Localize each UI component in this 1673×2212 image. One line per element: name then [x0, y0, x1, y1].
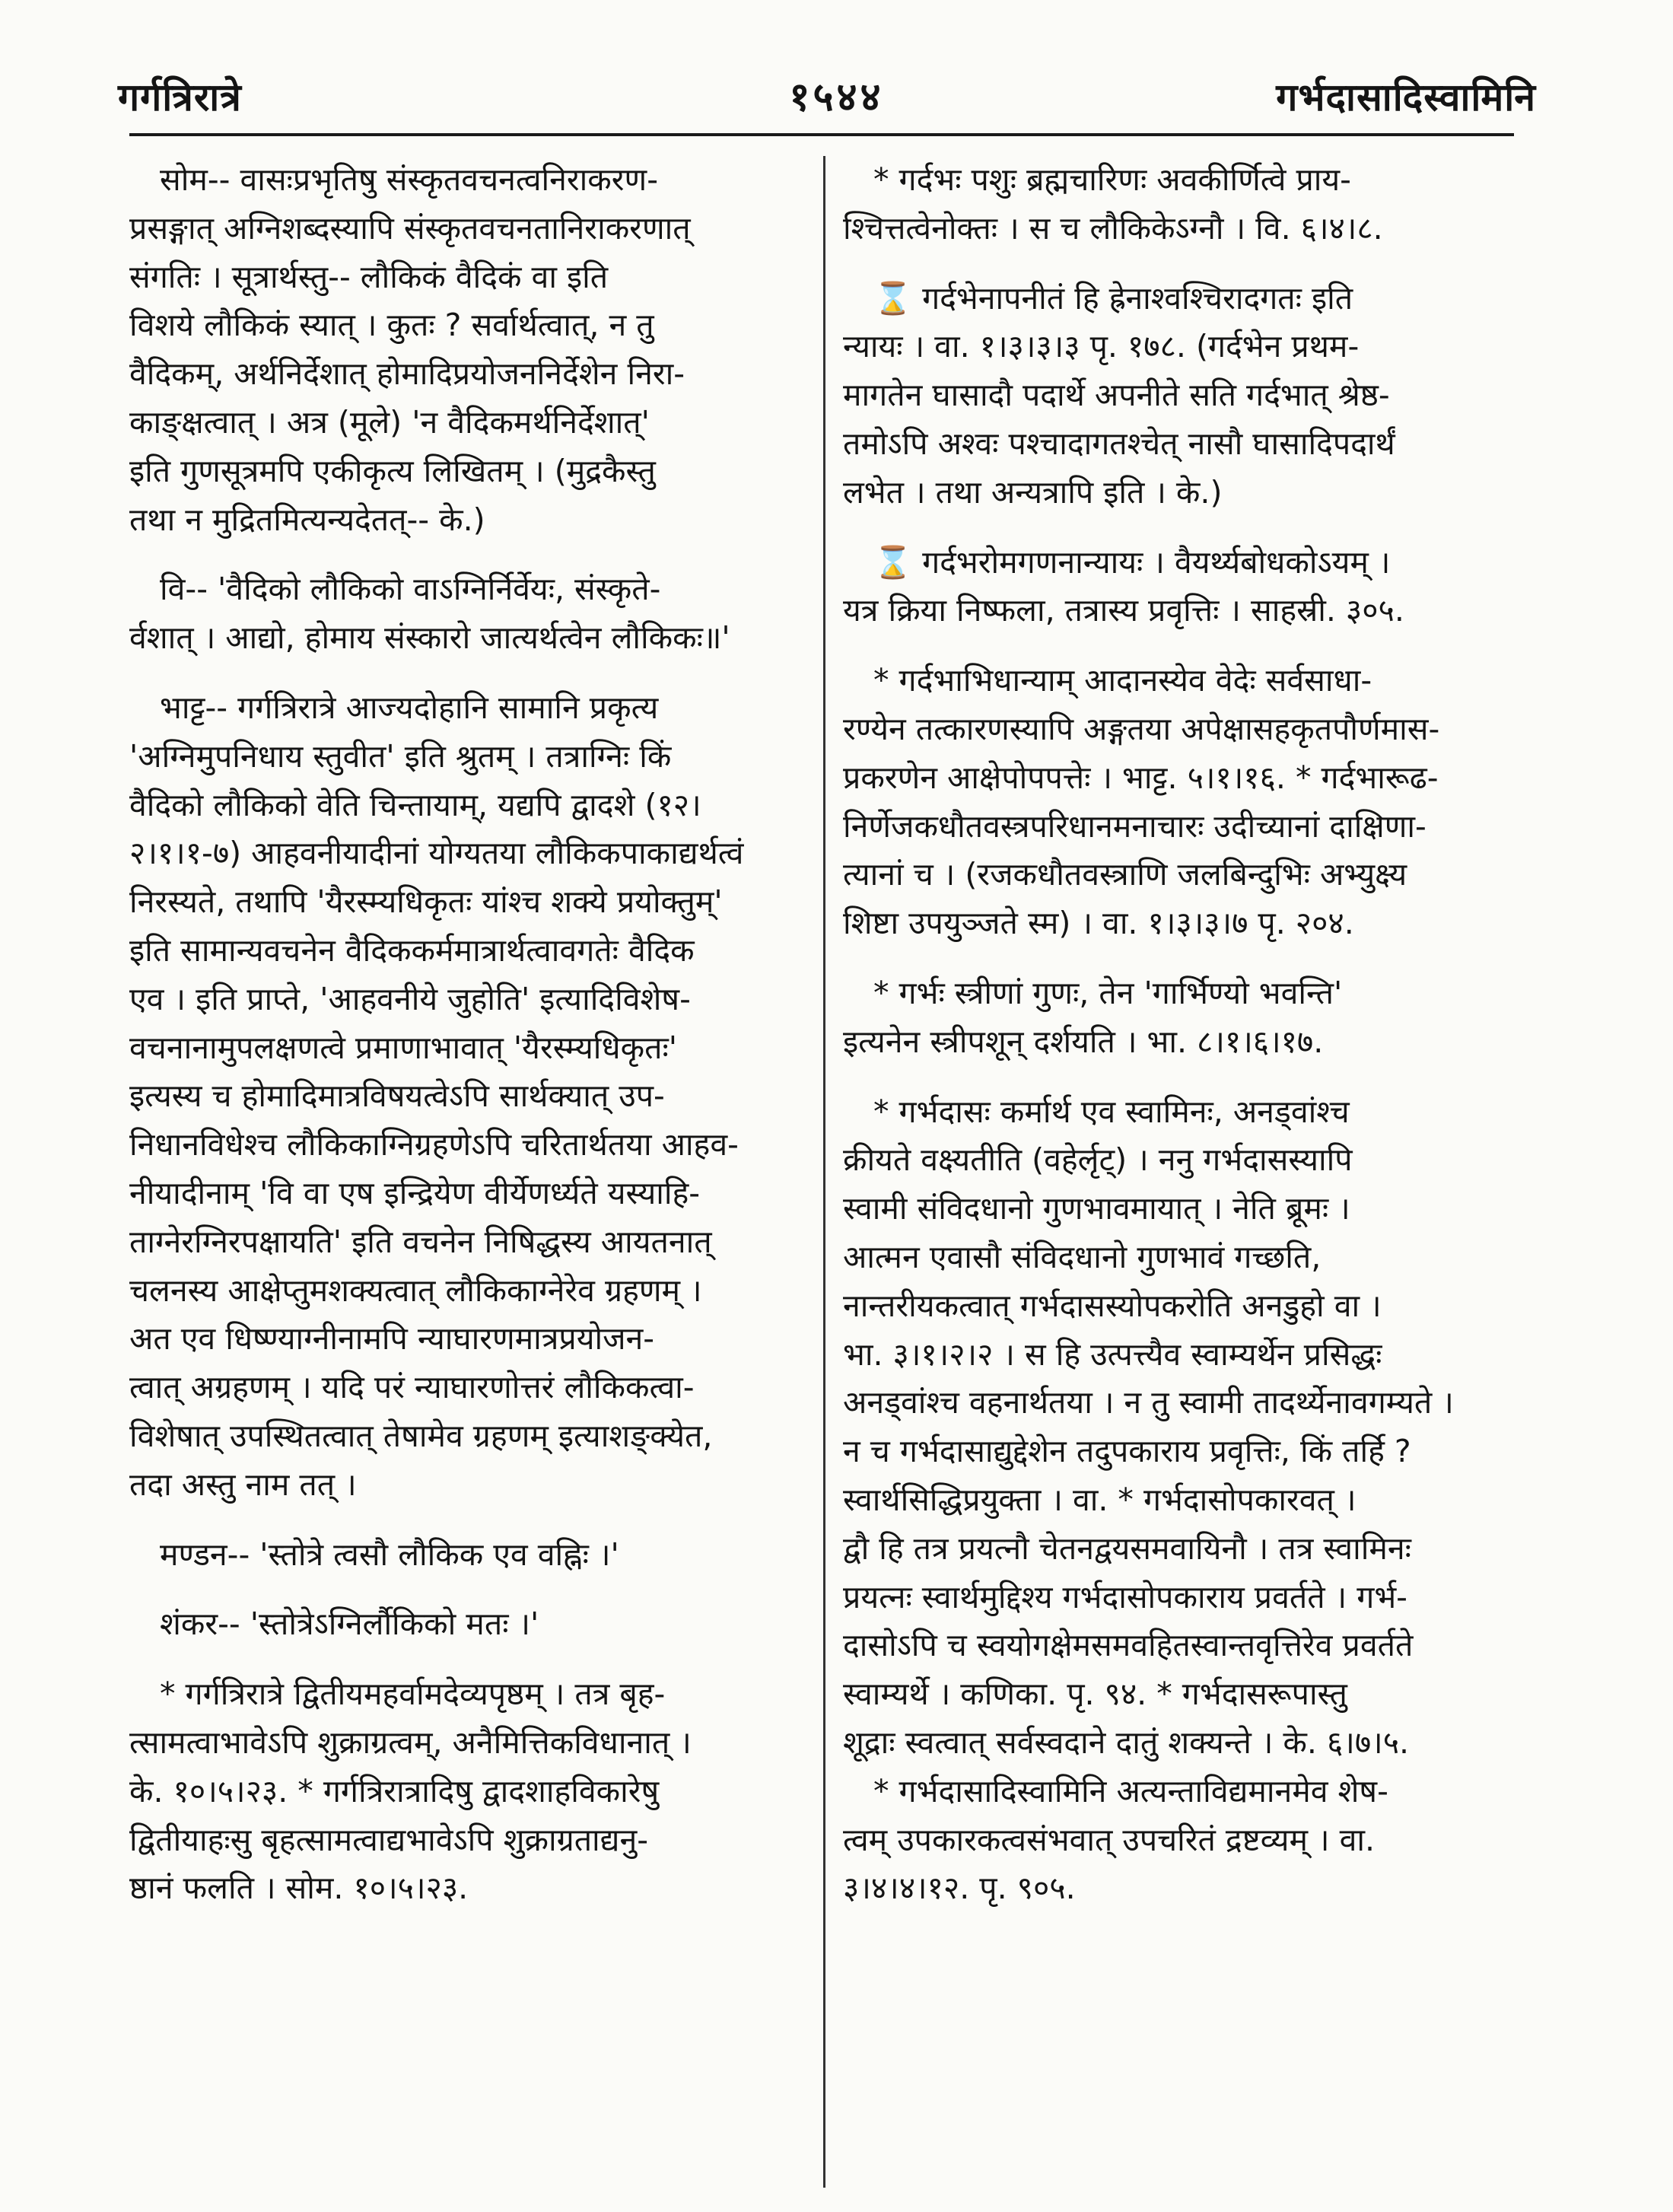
text-line: काङ्क्षत्वात् । अत्र (मूले) 'न वैदिकमर्थनिर्देशात्': [129, 403, 650, 441]
text-line: संगतिः । सूत्रार्थस्तु-- लौकिकं वैदिकं वा इति: [129, 258, 609, 295]
text-line: दासोऽपि च स्वयोगक्षेमसमवहितस्वान्तवृत्तिरेव प्रवर्तते: [843, 1627, 1414, 1664]
text-line: इत्यनेन स्त्रीपशून् दर्शयति । भा. ८।१।६।१७.: [843, 1023, 1324, 1060]
text-line: त्वात् अग्रहणम् । यदि परं न्याघारणोत्तरं लौकिकत्वा-: [129, 1369, 695, 1406]
paragraph-gap: [843, 517, 1520, 539]
text-line: निधानविधेश्च लौकिकाग्निग्रहणेऽपि चरितार्थतया आहव-: [129, 1126, 739, 1163]
text-line: विशेषात् उपस्थितत्वात् तेषामेव ग्रहणम् इत्याशङ्क्येत,: [129, 1417, 713, 1454]
text-line: इत्यस्य च होमादिमात्रविषयत्वेऽपि सार्थक्यात् उप-: [129, 1077, 665, 1115]
text-line: २।१।१-७) आहवनीयादीनां योग्यतया लौकिकपाकाद्यर्थत्वं: [129, 835, 744, 872]
text-line: अनड्वांश्च वहनार्थतया । न तु स्वामी तादर्थ्येनावगम्यते ।: [843, 1384, 1454, 1421]
text-line: क्रीयते वक्ष्यतीति (वहेर्लृट्) । ननु गर्भदासस्यापि: [843, 1141, 1353, 1179]
text-line: यत्र क्रिया निष्फला, तत्रास्य प्रवृत्तिः । साहस्री. ३०५.: [843, 592, 1404, 629]
text-line: लभेत । तथा अन्यत्रापि इति । के.): [843, 473, 1223, 511]
text-line: 'अग्निमुपनिधाय स्तुवीत' इति श्रुतम् । तत्राग्निः किं: [129, 737, 672, 775]
text-line: नान्तरीयकत्वात् गर्भदासस्योपकरोति अनडुहो वा ।: [843, 1287, 1382, 1324]
text-line: वैदिको लौकिको वेति चिन्तायाम्, यद्यपि द्वादशे (१२।: [129, 786, 701, 823]
text-line: निरस्यते, तथापि 'यैरस्म्यधिकृतः यांश्च शक्ये प्रयोक्तुम्': [129, 883, 723, 921]
text-line: ⌛ गर्दभरोमगणनान्यायः । वैयर्थ्यबोधकोऽयम् ।: [873, 543, 1391, 581]
text-line: अत एव धिष्ण्याग्नीनामपि न्याघारणमात्रप्रयोजन-: [129, 1320, 655, 1357]
text-line: शिष्टा उपयुञ्जते स्म) । वा. १।३।३।७ पृ. २०४.: [843, 905, 1354, 942]
text-line: द्वौ हि तत्र प्रयत्नौ चेतनद्वयसमवायिनौ । तत्र स्वामिनः: [843, 1529, 1411, 1567]
text-line: चलनस्य आक्षेप्तुमशक्यत्वात् लौकिकाग्नेरेव ग्रहणम् ।: [129, 1272, 702, 1309]
text-line: ताग्नेरग्निरपक्षायति' इति वचनेन निषिद्धस्य आयतनात्: [129, 1223, 712, 1260]
text-line: * गर्गत्रिरात्रे द्वितीयमहर्वामदेव्यपृष्ठम् । तत्र बृह-: [160, 1676, 666, 1713]
text-line: ⌛ गर्दभेनापनीतं हि ह्रेनाश्वश्चिरादगतः इति: [873, 279, 1353, 317]
text-line: वचनानामुपलक्षणत्वे प्रमाणाभावात् 'यैरस्म्यधिकृतः': [129, 1029, 678, 1066]
text-line: मागतेन घासादौ पदार्थे अपनीते सति गर्दभात् श्रेष्ठ-: [843, 377, 1390, 414]
text-line: ष्ठानं फलति । सोम. १०।५।२३.: [129, 1870, 469, 1907]
text-line: भाट्ट-- गर्गत्रिरात्रे आज्यदोहानि सामानि प्रकृत्य: [160, 689, 659, 726]
left-column: [129, 156, 805, 2203]
text-line: * गर्भदासादिस्वामिनि अत्यन्ताविद्यमानमेव शेष-: [873, 1772, 1388, 1809]
page-header: [0, 61, 1673, 129]
text-line: शूद्राः स्वत्वात् सर्वस्वदाने दातुं शक्यन्ते । के. ६।७।५.: [843, 1723, 1410, 1761]
text-line: नीयादीनाम् 'वि वा एष इन्द्रियेण वीर्येणर्ध्यते यस्याहि-: [129, 1174, 701, 1211]
text-line: मण्डन-- 'स्तोत्रे त्वसौ लौकिक एव वह्निः ।': [160, 1536, 619, 1573]
text-line: स्वाम्यर्थे । कणिका. पृ. ९४. * गर्भदासरूपास्तु: [843, 1676, 1347, 1713]
text-line: न्यायः । वा. १।३।३।३ पृ. १७८. (गर्दभेन प्रथम-: [843, 328, 1360, 365]
text-line: इति सामान्यवचनेन वैदिककर्ममात्रार्थत्वावगतेः वैदिक: [129, 931, 695, 969]
text-line: आत्मन एवासौ संविदधानो गुणभावं गच्छति,: [843, 1238, 1322, 1275]
paragraph-gap: [843, 635, 1520, 657]
paragraph-gap: [843, 1067, 1520, 1088]
text-line: प्रयत्नः स्वार्थमुद्दिश्य गर्भदासोपकाराय प्रवर्तते । गर्भ-: [843, 1578, 1407, 1615]
paragraph-gap: [843, 948, 1520, 969]
text-line: सोम-- वासःप्रभृतिषु संस्कृतवचनत्वनिराकरण-: [160, 161, 658, 198]
text-line: एव । इति प्राप्ते, 'आहवनीये जुहोति' इत्यादिविशेष-: [129, 980, 691, 1017]
text-line: तमोऽपि अश्वः पश्चादागतश्चेत् नासौ घासादिपदार्थं: [843, 425, 1395, 462]
paragraph-gap: [129, 544, 805, 565]
text-line: प्रकरणेन आक्षेपोपपत्तेः । भाट्ट. ५।१।१६. * गर्दभारूढ-: [843, 759, 1439, 796]
text-line: प्रसङ्गात् अग्निशब्दस्यापि संस्कृतवचनतानिराकरणात्: [129, 209, 691, 247]
text-line: के. १०।५।२३. * गर्गत्रिरात्रादिषु द्वादशाहविकारेषु: [129, 1772, 660, 1809]
text-line: इति गुणसूत्रमपि एकीकृत्य लिखितम् । (मुद्रकैस्तु: [129, 452, 656, 489]
text-line: वि-- 'वैदिको लौकिको वाऽग्निर्निर्वेयः, संस्कृते-: [160, 571, 661, 608]
text-line: न च गर्भदासाद्युद्देशेन तदुपकाराय प्रवृत्तिः, किं तर्हि ?: [843, 1433, 1411, 1470]
text-line: * गर्भः स्त्रीणां गुणः, तेन 'गार्भिण्यो भवन्ति': [873, 974, 1343, 1011]
text-line: वैदिकम्, अर्थनिर्देशात् होमादिप्रयोजननिर्देशेन निरा-: [129, 355, 685, 393]
text-line: * गर्दभः पशुः ब्रह्मचारिणः अवकीर्णित्वे प्राय-: [873, 161, 1351, 198]
text-line: शंकर-- 'स्तोत्रेऽग्निर्लौकिको मतः ।': [160, 1606, 539, 1643]
text-line: निर्णेजकधौतवस्त्रपरिधानमनाचारः उदीच्यानां दाक्षिणा-: [843, 807, 1427, 845]
text-line: विशये लौकिकं स्यात् । कुतः ? सर्वार्थत्वात्, न तु: [129, 307, 654, 344]
text-line: तदा अस्तु नाम तत् ।: [129, 1466, 357, 1503]
text-line: र्वशात् । आद्यो, होमाय संस्कारो जात्यर्थत्वेन लौकिकः॥': [129, 619, 730, 657]
text-line: स्वार्थसिद्धिप्रयुक्ता । वा. * गर्भदासोपकारवत् ।: [843, 1481, 1357, 1518]
text-line: स्वामी संविदधानो गुणभावमायात् । नेति ब्रूमः ।: [843, 1190, 1350, 1227]
right-column: [843, 156, 1520, 2203]
paragraph-gap: [129, 1510, 805, 1531]
header-right-keyword: गर्भदासादिस्वामिनि: [1276, 75, 1536, 119]
text-line: त्यानां च । (रजकधौतवस्त्राणि जलबिन्दुभिः अभ्युक्ष्य: [843, 856, 1407, 893]
paragraph-gap: [843, 253, 1520, 275]
page-number: १५४४: [789, 75, 884, 120]
text-line: रण्येन तत्कारणस्यापि अङ्गतया अपेक्षासहकृतपौर्णमास-: [843, 710, 1440, 747]
text-line: तथा न मुद्रितमित्यन्यदेतत्-- के.): [129, 501, 485, 538]
text-line: त्सामत्वाभावेऽपि शुक्राग्रत्वम्, अनैमित्तिकविधानात् ।: [129, 1723, 692, 1761]
paragraph-gap: [129, 663, 805, 684]
text-line: भा. ३।१।२।२ । स हि उत्पत्त्यैव स्वाम्यर्थेन प्रसिद्धः: [843, 1335, 1382, 1373]
text-line: * गर्भदासः कर्मार्थ एव स्वामिनः, अनड्वांश्च: [873, 1093, 1350, 1130]
column-divider: [823, 156, 825, 2188]
text-line: त्वम् उपकारकत्वसंभवात् उपचरितं द्रष्टव्यम् । वा.: [843, 1821, 1376, 1858]
text-line: द्वितीयाहःसु बृहत्सामत्वाद्यभावेऽपि शुक्राग्रताद्यनु-: [129, 1821, 649, 1858]
text-line: ३।४।४।१२. पृ. ९०५.: [843, 1870, 1076, 1907]
paragraph-gap: [129, 1649, 805, 1670]
header-left-keyword: गर्गत्रिरात्रे: [118, 75, 242, 119]
header-rule: [129, 133, 1514, 136]
text-line: * गर्दभाभिधान्याम् आदानस्येव वेदेः सर्वसाधा-: [873, 662, 1372, 699]
text-line: श्चित्तत्वेनोक्तः । स च लौकिकेऽग्नौ । वि. ६।४।८.: [843, 209, 1383, 247]
paragraph-gap: [129, 1579, 805, 1600]
